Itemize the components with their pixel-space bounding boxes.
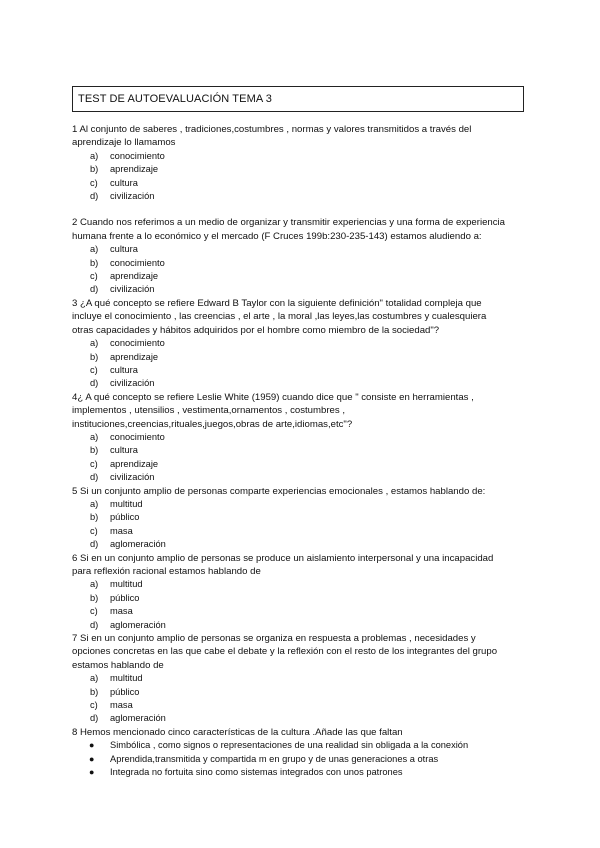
option-letter: a) <box>90 150 99 161</box>
option-letter: a) <box>90 579 99 590</box>
option-letter: c) <box>90 606 98 617</box>
bullet-item <box>72 739 534 752</box>
option-text: aprendizaje <box>110 351 159 362</box>
option-text: aglomeración <box>110 619 166 630</box>
question-text-line: opciones concretas en las que cabe el debate y la reflexión con el resto de los integrantes del grupo <box>72 646 498 658</box>
option-item <box>72 525 534 538</box>
question-1 <box>72 123 534 203</box>
option-item <box>72 150 534 163</box>
option-list <box>72 337 534 391</box>
question-text-line: instituciones,creencias,rituales,juegos,obras de arte,idiomas,etc"? <box>72 418 353 430</box>
question-text-line: aprendizaje lo llamamos <box>72 137 176 149</box>
option-letter: b) <box>90 445 99 456</box>
option-letter: a) <box>90 244 99 255</box>
option-item <box>72 337 534 350</box>
question-text-line: otras capacidades y hábitos adquiridos por el hombre como miembro de la sociedad"? <box>72 324 440 336</box>
question-5 <box>72 485 534 552</box>
option-text: cultura <box>110 445 138 456</box>
option-letter: d) <box>90 378 99 389</box>
question-text-line: 4¿ A qué concepto se refiere Leslie White (1959) cuando dice que " consiste en herramientas , <box>72 391 474 403</box>
option-text: público <box>110 592 140 603</box>
spacer <box>72 203 534 216</box>
option-item <box>72 177 534 190</box>
bullet-item <box>72 753 534 766</box>
option-item <box>72 538 534 551</box>
option-text: conocimiento <box>110 431 165 442</box>
option-list <box>72 150 534 204</box>
option-item <box>72 699 534 712</box>
option-item <box>72 712 534 725</box>
question-2 <box>72 216 534 296</box>
option-text: civilización <box>110 191 155 202</box>
question-6 <box>72 552 534 632</box>
bullet-list <box>72 739 534 779</box>
question-list <box>72 123 534 780</box>
bullet-text: Simbólica , como signos o representaciones de una realidad sin obligada a la conexión <box>110 740 469 751</box>
option-text: público <box>110 512 140 523</box>
option-letter: a) <box>90 673 99 684</box>
option-text: multitud <box>110 498 143 509</box>
bullet-dot: ● <box>89 753 95 764</box>
option-letter: c) <box>90 271 98 282</box>
option-list <box>72 243 534 297</box>
question-3 <box>72 297 534 391</box>
option-text: cultura <box>110 364 138 375</box>
option-item <box>72 498 534 511</box>
option-letter: a) <box>90 498 99 509</box>
bullet-text: Aprendida,transmitida y compartida m en grupo y de unas generaciones a otras <box>110 753 439 764</box>
option-item <box>72 377 534 390</box>
question-text-line: 1 Al conjunto de saberes , tradiciones,costumbres , normas y valores transmitidos a través del <box>72 124 472 135</box>
document-title: TEST DE AUTOEVALUACIÓN TEMA 3 <box>72 86 524 112</box>
question-text-line: 8 Hemos mencionado cinco características de la cultura .Añade las que faltan <box>72 726 403 738</box>
option-item <box>72 270 534 283</box>
question-text-line: humana frente a lo económico y el mercado (F Cruces 199b:230-235-143) estamos aludiendo a: <box>72 230 482 242</box>
option-item <box>72 431 534 444</box>
option-item <box>72 672 534 685</box>
option-text: público <box>110 686 140 697</box>
option-text: aglomeración <box>110 539 166 550</box>
option-item <box>72 511 534 524</box>
question-text-line: 3 ¿A qué concepto se refiere Edward B Taylor con la siguiente definición" totalidad compleja que <box>72 297 482 309</box>
option-text: aprendizaje <box>110 271 159 282</box>
option-letter: d) <box>90 539 99 550</box>
option-item <box>72 243 534 256</box>
option-text: cultura <box>110 177 138 188</box>
option-letter: d) <box>90 619 99 630</box>
option-letter: d) <box>90 472 99 483</box>
question-text-line: estamos hablando de <box>72 659 164 671</box>
question-text-line: 5 Si un conjunto amplio de personas comparte experiencias emocionales , estamos hablando de: <box>72 485 486 497</box>
option-letter: b) <box>90 512 99 523</box>
option-letter: c) <box>90 177 98 188</box>
question-text-line: 2 Cuando nos referimos a un medio de organizar y transmitir experiencias y una forma de experiencia <box>72 217 506 229</box>
option-list <box>72 578 534 632</box>
option-item <box>72 458 534 471</box>
option-item <box>72 283 534 296</box>
option-item <box>72 605 534 618</box>
option-text: conocimiento <box>110 338 165 349</box>
option-text: multitud <box>110 673 143 684</box>
option-letter: a) <box>90 431 99 442</box>
option-list <box>72 431 534 485</box>
option-letter: d) <box>90 713 99 724</box>
bullet-item <box>72 766 534 779</box>
option-item <box>72 364 534 377</box>
option-letter: b) <box>90 686 99 697</box>
option-letter: a) <box>90 338 99 349</box>
option-item <box>72 444 534 457</box>
option-text: cultura <box>110 244 138 255</box>
option-letter: d) <box>90 284 99 295</box>
option-item <box>72 257 534 270</box>
option-text: aglomeración <box>110 713 166 724</box>
option-text: masa <box>110 525 133 536</box>
option-item <box>72 592 534 605</box>
option-letter: c) <box>90 525 98 536</box>
option-text: multitud <box>110 579 143 590</box>
option-text: civilización <box>110 378 155 389</box>
question-text-line: incluye el conocimiento , las creencias , el arte , la moral ,las leyes,las costumbres y cualesquiera <box>72 311 487 323</box>
question-4 <box>72 391 534 485</box>
question-text-line: 7 Si en un conjunto amplio de personas se organiza en respuesta a problemas , necesidades y <box>72 633 476 645</box>
option-list <box>72 672 534 726</box>
option-letter: b) <box>90 257 99 268</box>
question-8 <box>72 726 534 780</box>
option-item <box>72 619 534 632</box>
question-text-line: para reflexión racional estamos hablando de <box>72 566 261 577</box>
option-text: conocimiento <box>110 150 165 161</box>
option-letter: b) <box>90 164 99 175</box>
option-item <box>72 190 534 203</box>
option-text: conocimiento <box>110 257 165 268</box>
option-text: civilización <box>110 472 155 483</box>
option-text: aprendizaje <box>110 164 159 175</box>
question-text-line: implementos , utensilios , vestimenta,ornamentos , costumbres , <box>72 405 346 417</box>
option-item <box>72 163 534 176</box>
option-letter: c) <box>90 364 98 375</box>
option-list <box>72 498 534 552</box>
option-letter: c) <box>90 700 98 711</box>
option-text: masa <box>110 700 133 711</box>
option-letter: b) <box>90 592 99 603</box>
option-item <box>72 351 534 364</box>
option-letter: d) <box>90 191 99 202</box>
bullet-dot: ● <box>89 740 95 751</box>
option-letter: b) <box>90 351 99 362</box>
option-text: aprendizaje <box>110 458 159 469</box>
option-letter: c) <box>90 458 98 469</box>
option-item <box>72 686 534 699</box>
option-text: masa <box>110 606 133 617</box>
bullet-dot: ● <box>89 767 95 778</box>
option-item <box>72 578 534 591</box>
question-7 <box>72 632 534 726</box>
bullet-text: Integrada no fortuita sino como sistemas integrados con unos patrones <box>110 767 403 778</box>
question-text-line: 6 Si en un conjunto amplio de personas se produce un aislamiento interpersonal y una incapacidad <box>72 552 494 564</box>
option-item <box>72 471 534 484</box>
option-text: civilización <box>110 284 155 295</box>
